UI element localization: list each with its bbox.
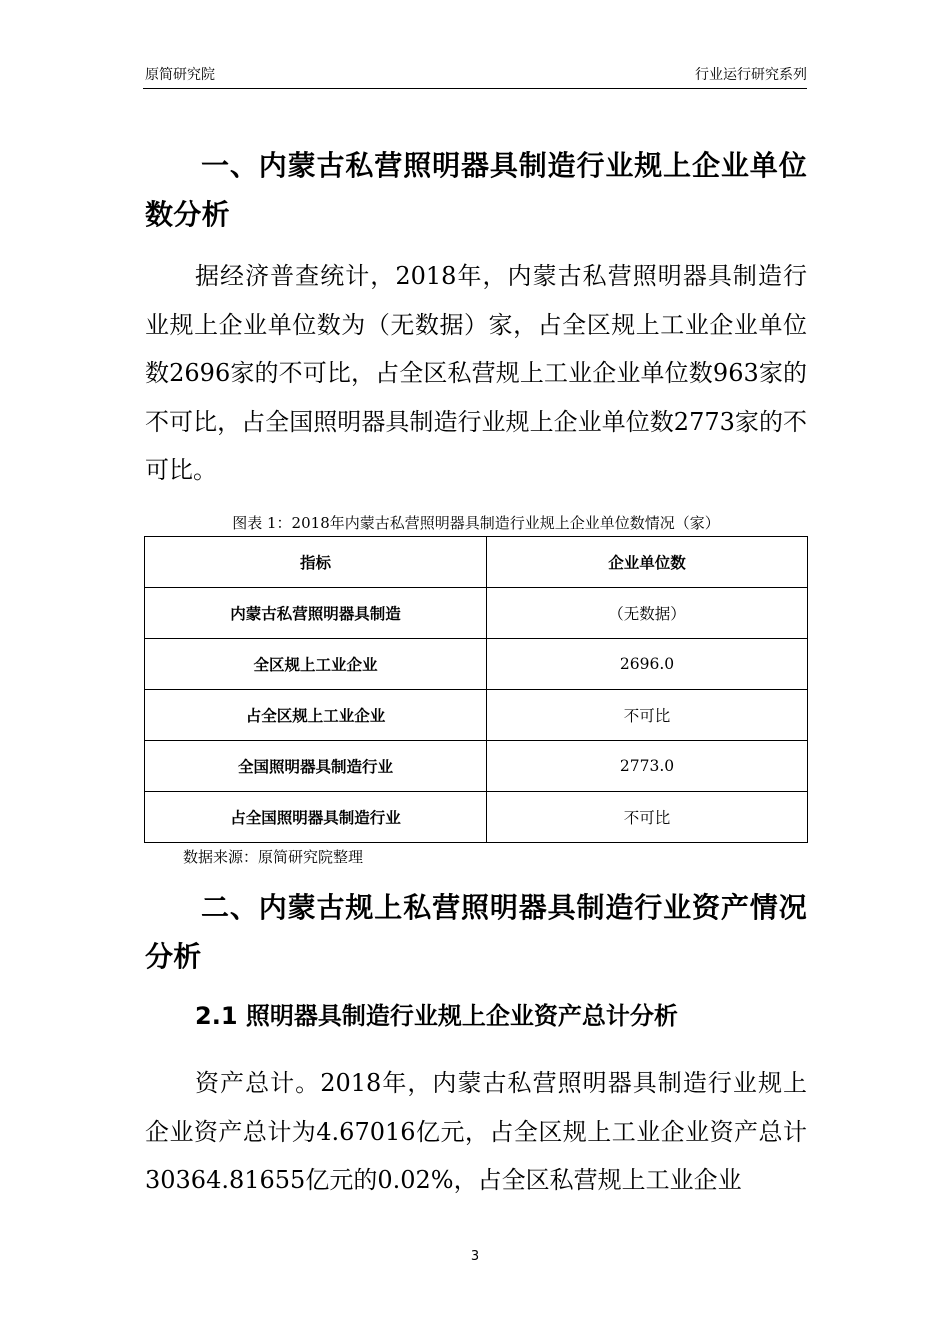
section-1-paragraph: 据经济普查统计，2018年，内蒙古私营照明器具制造行业规上企业单位数为（无数据）家，占全区规上工业企业单位数2696家的不可比，占全区私营规上工业企业单位数963家的不可比，占全国照明器具制造行业规上企业单位数2773家的不可比。 (145, 262, 807, 484)
header-series-title: 行业运行研究系列 (695, 67, 807, 83)
table-cell-indicator: 占全区规上工业企业 (145, 690, 487, 741)
table-cell-value: 不可比 (487, 690, 808, 741)
table-header-row (145, 537, 808, 588)
subsection-2-1-paragraph: 资产总计。2018年，内蒙古私营照明器具制造行业规上企业资产总计为4.67016亿元，占全区规上工业企业资产总计30364.81655亿元的0.02%，占全区私营规上工业企业 (145, 1069, 807, 1194)
section-2-heading: 二、内蒙古规上私营照明器具制造行业资产情况分析 (145, 891, 807, 973)
table-cell-indicator: 全区规上工业企业 (145, 639, 487, 690)
page-number: 3 (470, 1249, 480, 1264)
table-cell-indicator: 占全国照明器具制造行业 (145, 792, 487, 843)
table-row (145, 741, 808, 792)
table-row (145, 690, 808, 741)
table-cell-indicator: 全国照明器具制造行业 (145, 741, 487, 792)
table-cell-value: 2773.0 (487, 741, 808, 792)
enterprise-count-table (144, 536, 808, 843)
table-header-count: 企业单位数 (487, 537, 808, 588)
table-row (145, 588, 808, 639)
table-header-indicator: 指标 (145, 537, 487, 588)
table-cell-value: 不可比 (487, 792, 808, 843)
table-cell-value: （无数据） (487, 588, 808, 639)
table-row (145, 639, 808, 690)
table-cell-indicator: 内蒙古私营照明器具制造 (145, 588, 487, 639)
table-cell-value: 2696.0 (487, 639, 808, 690)
table-row (145, 792, 808, 843)
table-caption: 图表 1：2018年内蒙古私营照明器具制造行业规上企业单位数情况（家） (232, 514, 720, 532)
table-source-note: 数据来源：原简研究院整理 (183, 848, 364, 866)
subsection-2-1-heading: 2.1 照明器具制造行业规上企业资产总计分析 (195, 1002, 678, 1030)
header-divider (143, 88, 807, 89)
section-1-heading: 一、内蒙古私营照明器具制造行业规上企业单位数分析 (145, 149, 807, 231)
header-org-name: 原简研究院 (145, 67, 215, 83)
